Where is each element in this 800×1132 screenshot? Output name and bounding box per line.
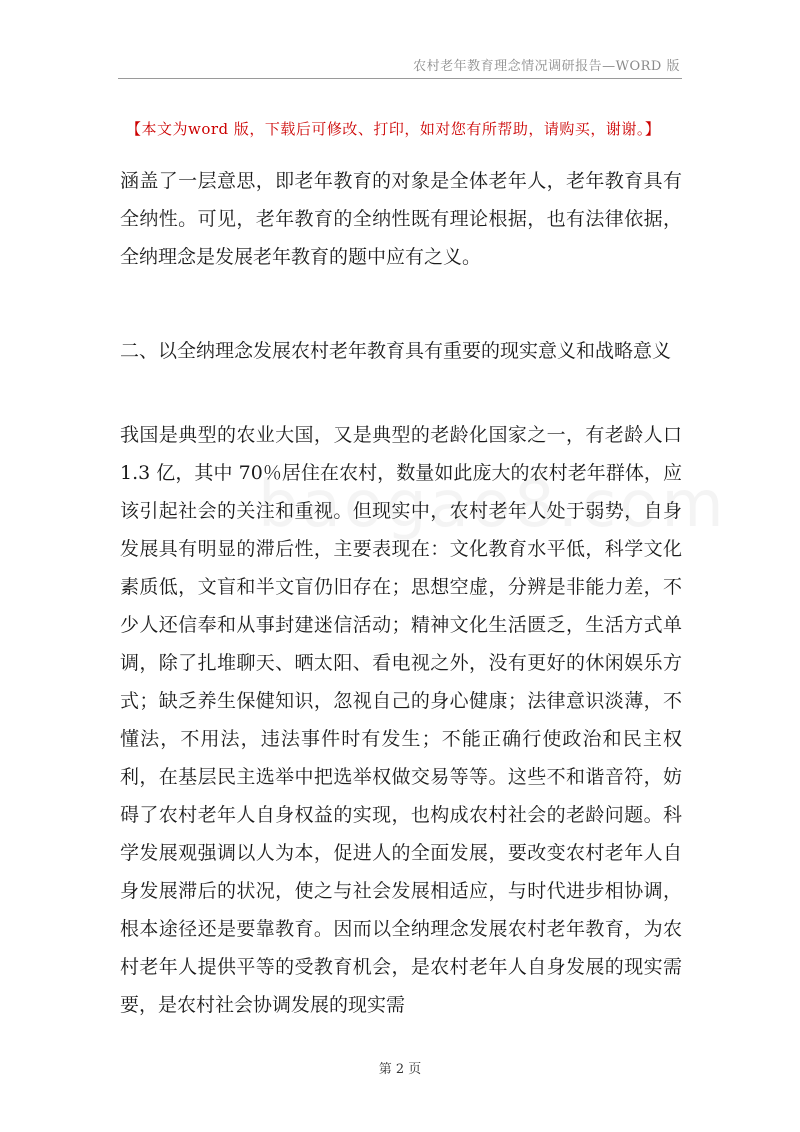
header-divider <box>118 78 682 79</box>
purchase-notice: 【本文为word 版，下载后可修改、打印，如对您有所帮助，请购买，谢谢。】 <box>126 120 661 138</box>
paragraph-1: 涵盖了一层意思，即老年教育的对象是全体老年人，老年教育具有全纳性。可见，老年教育的全纳性既有理论根据，也有法律依据，全纳理念是发展老年教育的题中应有之义。 <box>120 170 682 268</box>
page-number: 第 2 页 <box>378 1062 422 1077</box>
page-header-title: 农村老年教育理念情况调研报告—WORD 版 <box>413 59 680 74</box>
paragraph-2: 我国是典型的农业大国，又是典型的老龄化国家之一，有老龄人口1.3 亿，其中 70％居住在农村，数量如此庞大的农村老年群体，应该引起社会的关注和重视。但现实中，农村老年人处于弱势，自身发展具有明显的滞后性，主要表现在：文化教育水平低，科学文化素质低，文盲和半文盲仍旧存在；思想空虚，分辨是非能力差，不少人还信奉和从事封建迷信活动；精神文化生活匮乏，生活方式单调，除了扎堆聊天、晒太阳、看电视之外，没有更好的休闲娱乐方式；缺乏养生保健知识，忽视自己的身心健康；法律意识淡薄，不懂法，不用法，违法事件时有发生；不能正确行使政治和民主权利，在基层民主选举中把选举权做交易等等。这些不和谐音符，妨碍了农村老年人自身权益的实现，也构成农村社会的老龄问题。科学发展观强调以人为本，促进人的全面发展，要改变农村老年人自身发展滞后的状况，使之与社会发展相适应，与时代进步相协调，根本途径还是要靠教育。因而以全纳理念发展农村老年教育，为农村老年人提供平等的受教育机会，是农村老年人自身发展的现实需要，是农村社会协调发展的现实需 <box>120 424 682 1016</box>
section-heading: 二、以全纳理念发展农村老年教育具有重要的现实意义和战略意义 <box>120 340 672 362</box>
